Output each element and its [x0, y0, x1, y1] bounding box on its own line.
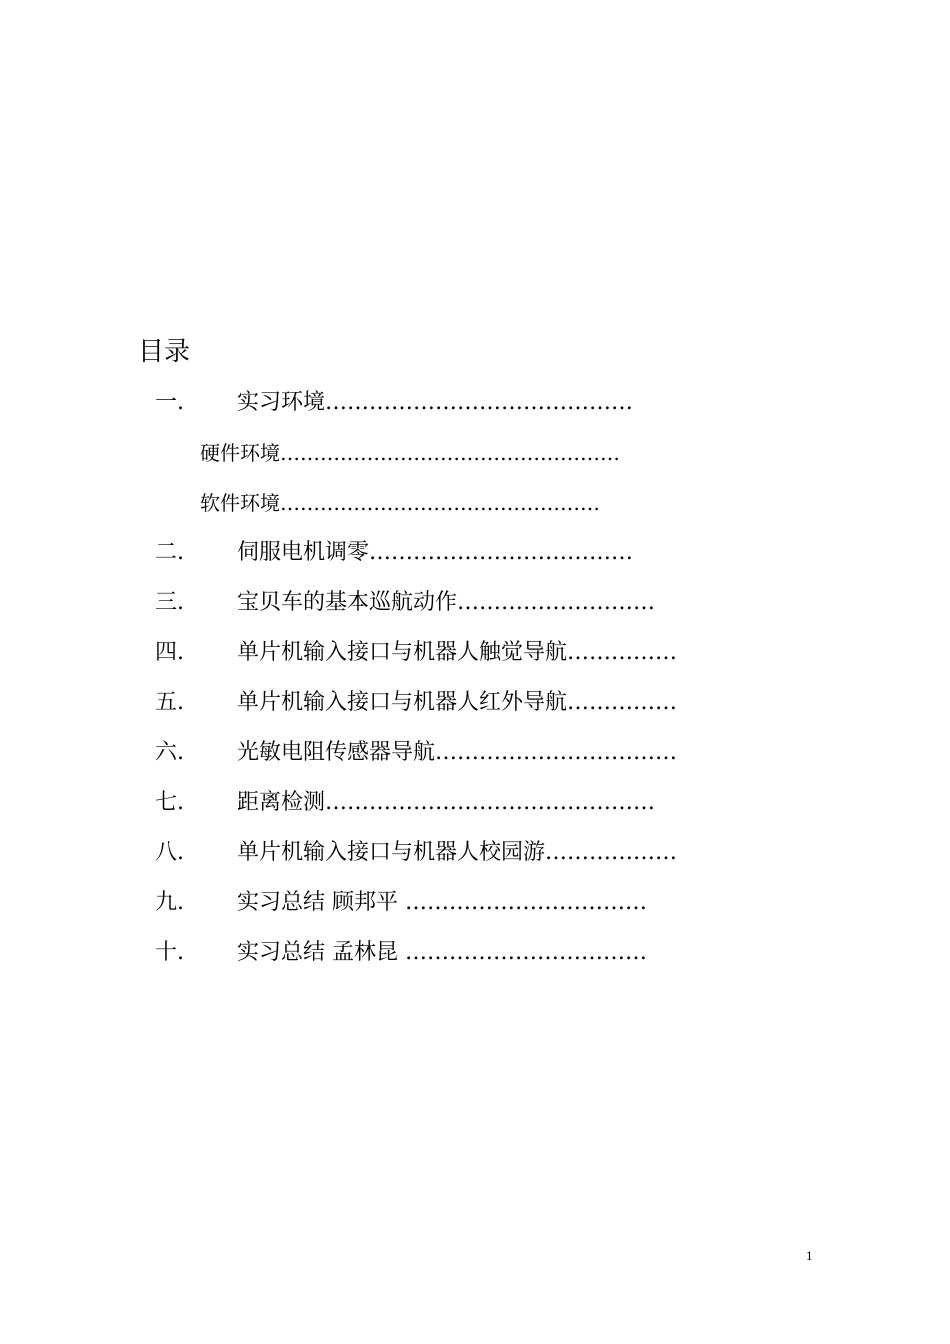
toc-entry-text: 实习环境……………………………………	[237, 390, 634, 415]
toc-entry-text: 伺服电机调零………………………………	[237, 540, 634, 565]
toc-entry-number: 九.	[155, 890, 184, 915]
toc-entry-number: 七.	[155, 790, 184, 815]
page-number: 1	[806, 1248, 813, 1263]
toc-entry-text: 单片机输入接口与机器人触觉导航……………	[237, 640, 678, 665]
toc-entry-number: 八.	[155, 840, 184, 865]
toc-entry-number: 十.	[155, 940, 184, 965]
toc-entry-text: 软件环境…………………………………………	[200, 491, 600, 515]
toc-entry-number: 二.	[155, 540, 184, 565]
toc-entry-number: 一.	[155, 390, 184, 415]
toc-entry-number: 四.	[155, 640, 184, 665]
toc-entry-text: 硬件环境……………………………………………	[200, 441, 620, 465]
toc-title: 目录	[138, 337, 191, 367]
toc-entry-number: 五.	[155, 690, 184, 715]
toc-entry-text: 宝贝车的基本巡航动作………………………	[237, 590, 656, 615]
toc-entry-text: 单片机输入接口与机器人校园游………………	[237, 840, 678, 865]
toc-entry-number: 六.	[155, 740, 184, 765]
toc-entry-text: 单片机输入接口与机器人红外导航……………	[237, 690, 678, 715]
toc-entry-text: 距离检测………………………………………	[237, 790, 656, 815]
toc-entry-text: 光敏电阻传感器导航……………………………	[237, 740, 678, 765]
toc-entry-number: 三.	[155, 590, 184, 615]
toc-entry-text: 实习总结 顾邦平 ……………………………	[237, 890, 647, 915]
toc-entry-text: 实习总结 孟林昆 ……………………………	[237, 940, 647, 965]
